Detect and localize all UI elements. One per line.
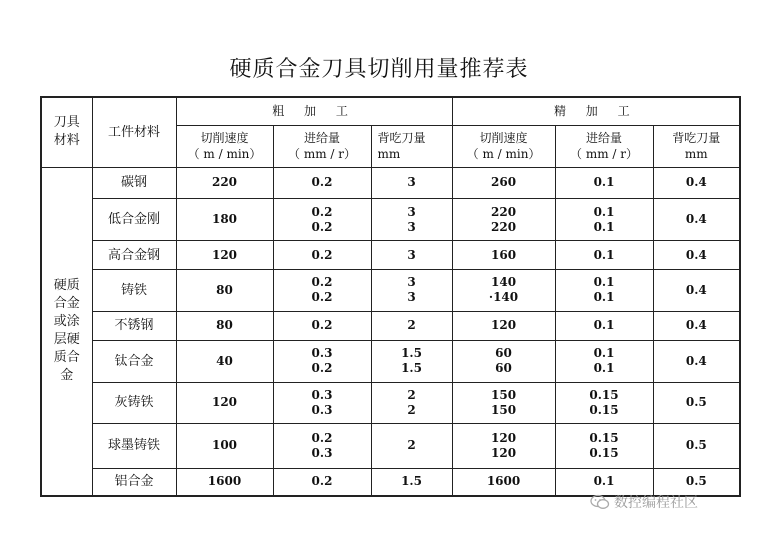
cell-value: 1.5 [401, 346, 422, 361]
cell-value: 3 [407, 219, 416, 234]
value-cell-f-speed [452, 340, 555, 382]
cell-value: 0.3 [311, 346, 333, 361]
cell-value: 220 [491, 219, 517, 234]
value-cell-r-depth [371, 167, 452, 199]
header-rough-speed [176, 125, 273, 167]
cell-value: 0.2 [311, 275, 333, 290]
cell-value: 2 [407, 387, 416, 402]
value-cell-f-depth [653, 167, 740, 199]
value-cell-r-speed [176, 167, 273, 199]
value-cell-f-feed [555, 423, 653, 468]
value-cell-f-feed [555, 199, 653, 241]
value-cell-r-depth [371, 269, 452, 311]
value-cell-f-depth [653, 423, 740, 468]
header-rough-feed [273, 125, 371, 167]
wechat-icon [590, 494, 610, 510]
cell-value: 0.1 [593, 361, 615, 376]
header-tool-material [41, 97, 92, 167]
speed-unit: （ m / min） [466, 147, 541, 161]
cell-value: 1.5 [401, 361, 422, 376]
value-cell-r-speed [176, 241, 273, 270]
value-cell-f-speed [452, 269, 555, 311]
value-cell-r-depth [371, 423, 452, 468]
value-cell-f-feed [555, 340, 653, 382]
table-row [41, 340, 740, 382]
cell-value: 0.1 [593, 318, 615, 333]
value-cell-r-feed [273, 468, 371, 496]
depth-unit: mm [684, 147, 708, 161]
cell-value: 120 [491, 430, 517, 445]
value-cell-r-feed [273, 423, 371, 468]
cell-value: 220 [211, 175, 238, 190]
value-cell-f-speed [452, 423, 555, 468]
cell-value: 0.2 [311, 474, 333, 489]
value-cell-f-depth [653, 311, 740, 340]
value-cell-r-depth [371, 311, 452, 340]
value-cell-f-feed [555, 269, 653, 311]
header-rough-depth [371, 125, 452, 167]
cutting-parameters-table [40, 96, 741, 497]
work-material-cell: 球墨铸铁 [92, 423, 176, 468]
cell-value: 0.2 [311, 318, 333, 333]
table-row [41, 167, 740, 199]
work-material-cell: 不锈钢 [92, 311, 176, 340]
cell-value: 0.3 [311, 445, 333, 460]
cell-value: 100 [211, 438, 238, 453]
table-row [41, 269, 740, 311]
cell-value: 1.5 [401, 474, 422, 489]
value-cell-r-feed [273, 199, 371, 241]
cell-value: 180 [211, 212, 238, 227]
cell-value: 80 [216, 318, 233, 333]
cell-value: 0.4 [685, 318, 707, 333]
work-material-cell: 碳钢 [92, 167, 176, 199]
cell-value: 1600 [207, 474, 242, 489]
cell-value: 1600 [486, 474, 521, 489]
cell-value: 0.1 [593, 219, 615, 234]
value-cell-f-speed [452, 382, 555, 423]
watermark [590, 490, 750, 514]
table-row [41, 423, 740, 468]
work-material-cell: 高合金钢 [92, 241, 176, 270]
cell-value: 0.4 [685, 353, 707, 368]
cell-value: ·140 [488, 290, 519, 305]
cell-value: 0.1 [593, 346, 615, 361]
page-title: 硬质合金刀具切削用量推荐表 [229, 57, 529, 82]
cell-value: 3 [407, 204, 416, 219]
cell-value: 220 [491, 204, 517, 219]
cell-value: 0.1 [593, 474, 615, 489]
tool-material-cell [41, 167, 92, 496]
value-cell-r-speed [176, 382, 273, 423]
feed-unit: （ mm / r） [570, 147, 639, 161]
value-cell-f-feed [555, 167, 653, 199]
cell-value: 0.1 [593, 290, 615, 305]
cell-value: 150 [491, 387, 517, 402]
value-cell-r-speed [176, 199, 273, 241]
value-cell-f-feed [555, 311, 653, 340]
cell-value: 0.5 [685, 438, 707, 453]
value-cell-f-speed [452, 241, 555, 270]
cell-value: 0.2 [311, 175, 333, 190]
header-tool-material-text: 刀具 材料 [53, 115, 80, 149]
value-cell-f-speed [452, 468, 555, 496]
value-cell-r-speed [176, 468, 273, 496]
header-rough: 粗 加 工 [176, 97, 452, 125]
cell-value: 3 [407, 290, 416, 305]
cell-value: 0.3 [311, 387, 333, 402]
table-row [41, 382, 740, 423]
table-row [41, 241, 740, 270]
cell-value: 0.3 [311, 402, 333, 417]
cell-value: 0.1 [593, 175, 615, 190]
feed-unit: （ mm / r） [288, 147, 356, 161]
cell-value: 0.2 [311, 430, 333, 445]
cell-value: 0.1 [593, 275, 615, 290]
cell-value: 0.4 [685, 247, 707, 262]
table-row [41, 311, 740, 340]
value-cell-f-speed [452, 167, 555, 199]
depth-unit: mm [377, 147, 401, 161]
cell-value: 2 [407, 438, 416, 453]
work-material-cell: 钛合金 [92, 340, 176, 382]
value-cell-f-depth [653, 199, 740, 241]
cell-value: 60 [495, 346, 512, 361]
depth-label: 背吃刀量 [377, 131, 426, 145]
value-cell-r-speed [176, 311, 273, 340]
speed-unit: （ m / min） [187, 147, 262, 161]
speed-label: 切削速度 [479, 131, 528, 145]
header-finish-depth [653, 125, 740, 167]
cell-value: 0.5 [685, 395, 707, 410]
header-finish: 精 加 工 [452, 97, 740, 125]
value-cell-r-depth [371, 199, 452, 241]
cell-value: 160 [491, 247, 517, 262]
cell-value: 0.15 [589, 430, 619, 445]
cell-value: 120 [491, 445, 517, 460]
cell-value: 120 [211, 247, 238, 262]
cell-value: 120 [211, 395, 238, 410]
value-cell-f-depth [653, 340, 740, 382]
cell-value: 0.4 [685, 282, 707, 297]
value-cell-f-depth [653, 269, 740, 311]
work-material-cell: 铝合金 [92, 468, 176, 496]
value-cell-r-feed [273, 167, 371, 199]
cell-value: 60 [495, 361, 512, 376]
cell-value: 3 [407, 275, 416, 290]
table-row [41, 199, 740, 241]
cell-value: 2 [407, 402, 416, 417]
cell-value: 0.15 [589, 402, 619, 417]
work-material-cell: 低合金刚 [92, 199, 176, 241]
cell-value: 3 [407, 175, 416, 190]
value-cell-r-feed [273, 269, 371, 311]
cell-value: 0.4 [685, 175, 707, 190]
value-cell-f-depth [653, 382, 740, 423]
header-finish-feed [555, 125, 653, 167]
cell-value: 0.15 [589, 387, 619, 402]
depth-label: 背吃刀量 [672, 131, 721, 145]
cell-value: 0.1 [593, 204, 615, 219]
feed-label: 进给量 [586, 131, 623, 145]
value-cell-f-speed [452, 199, 555, 241]
cell-value: 0.2 [311, 247, 333, 262]
cell-value: 0.2 [311, 219, 333, 234]
cell-value: 0.4 [685, 212, 707, 227]
work-material-cell: 灰铸铁 [92, 382, 176, 423]
value-cell-r-speed [176, 269, 273, 311]
value-cell-r-feed [273, 382, 371, 423]
cell-value: 0.2 [311, 361, 333, 376]
watermark-text: 数控编程社区 [614, 495, 698, 511]
cell-value: 0.5 [685, 474, 707, 489]
value-cell-f-feed [555, 382, 653, 423]
value-cell-f-feed [555, 241, 653, 270]
cell-value: 80 [216, 282, 233, 297]
value-cell-r-depth [371, 241, 452, 270]
cell-value: 0.15 [589, 445, 619, 460]
work-material-cell: 铸铁 [92, 269, 176, 311]
cell-value: 150 [491, 402, 517, 417]
value-cell-r-speed [176, 423, 273, 468]
cell-value: 2 [407, 318, 416, 333]
cell-value: 3 [407, 247, 416, 262]
value-cell-f-depth [653, 241, 740, 270]
value-cell-r-feed [273, 241, 371, 270]
cell-value: 120 [491, 318, 517, 333]
cell-value: 140 [491, 275, 517, 290]
cell-value: 0.2 [311, 290, 333, 305]
speed-label: 切削速度 [200, 131, 249, 145]
tool-material-text: 硬质 合金 或涂 层硬 质合 金 [53, 278, 80, 384]
header-work-material: 工件材料 [92, 97, 176, 167]
value-cell-r-speed [176, 340, 273, 382]
value-cell-r-feed [273, 311, 371, 340]
value-cell-r-feed [273, 340, 371, 382]
value-cell-f-speed [452, 311, 555, 340]
cell-value: 260 [491, 175, 517, 190]
cell-value: 0.1 [593, 247, 615, 262]
header-finish-speed [452, 125, 555, 167]
cell-value: 0.2 [311, 204, 333, 219]
feed-label: 进给量 [303, 131, 340, 145]
value-cell-r-depth [371, 382, 452, 423]
cell-value: 40 [216, 353, 233, 368]
value-cell-r-depth [371, 468, 452, 496]
value-cell-r-depth [371, 340, 452, 382]
